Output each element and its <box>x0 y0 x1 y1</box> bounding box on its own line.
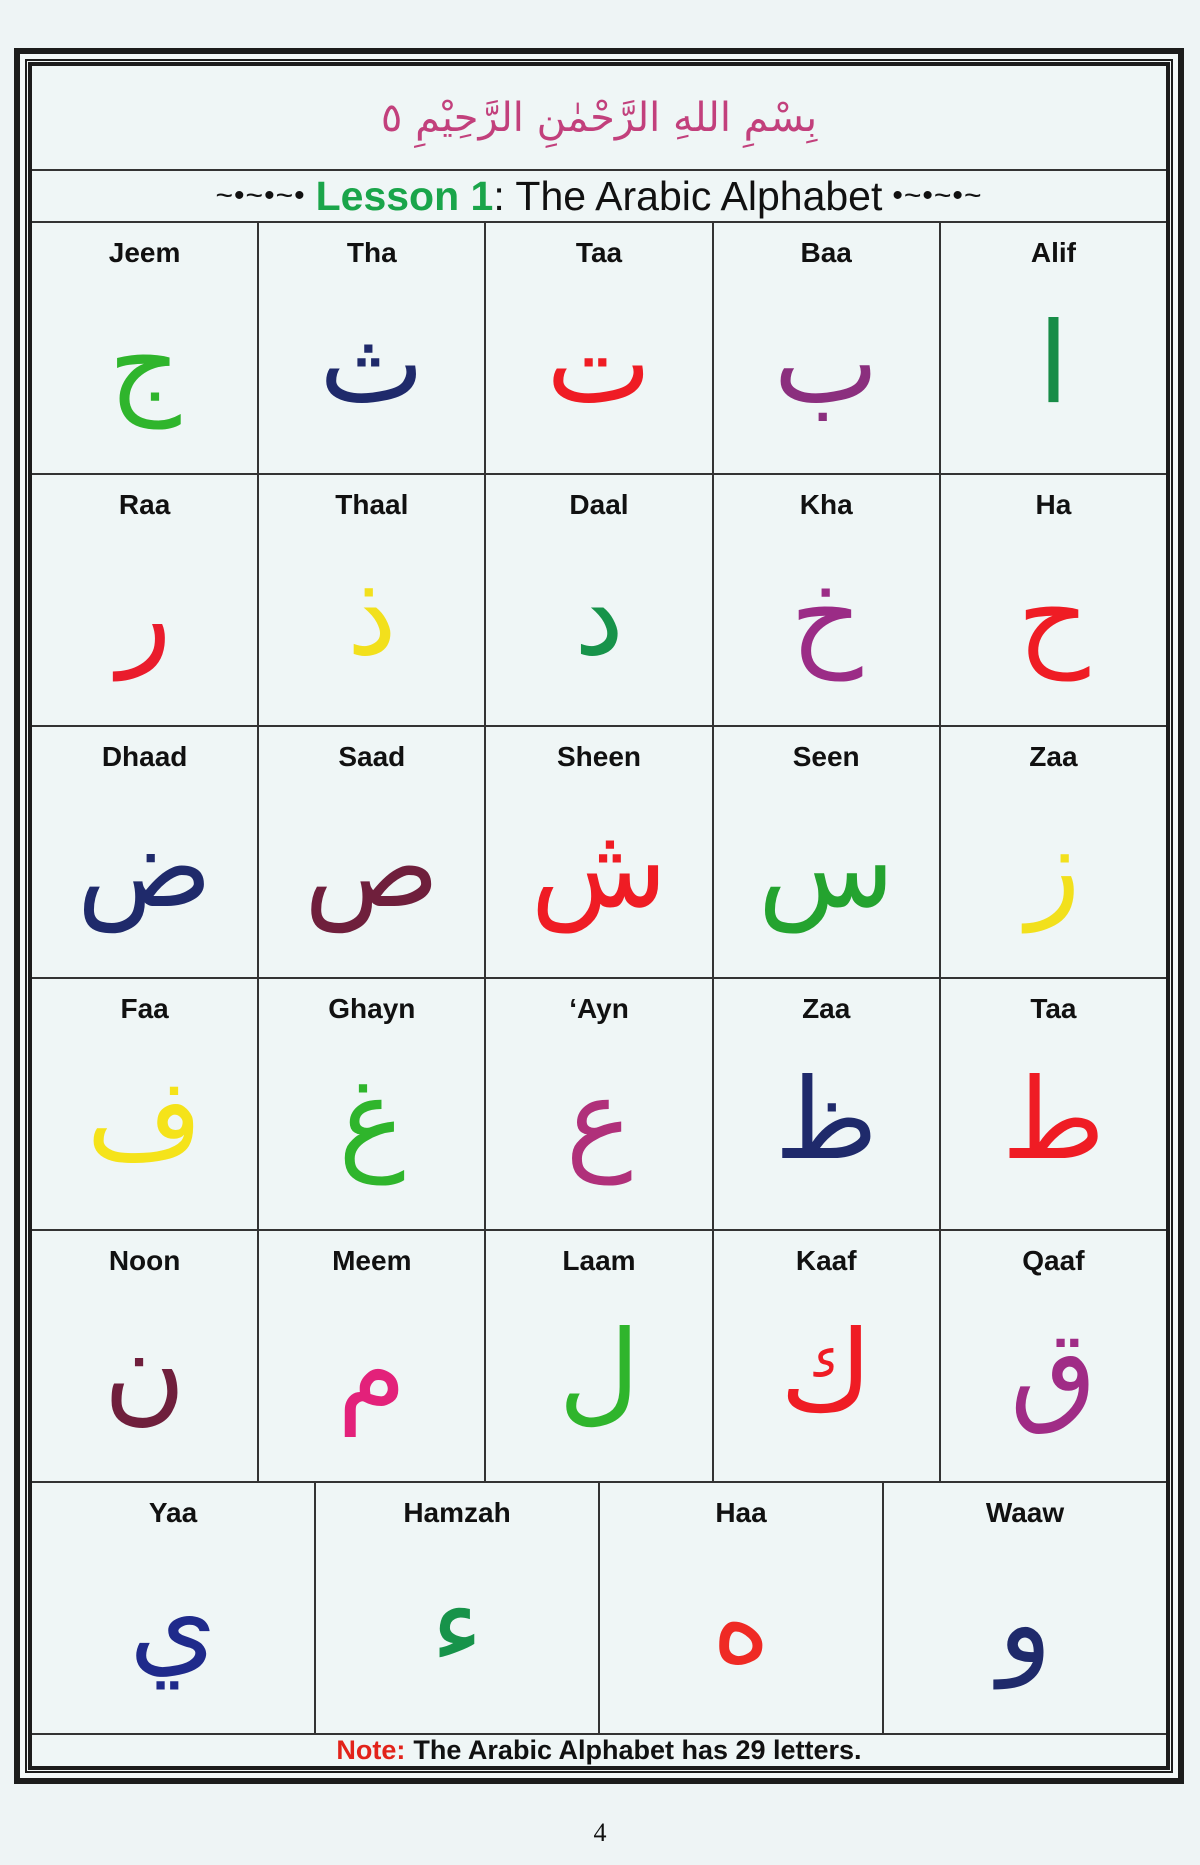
arabic-letter: ك <box>780 1307 873 1437</box>
arabic-letter: ص <box>304 803 440 933</box>
letter-name: Ha <box>1035 489 1072 520</box>
letter-name: Ghayn <box>328 993 416 1024</box>
alphabet-row <box>32 1231 1166 1483</box>
letter-name: Tha <box>346 237 397 268</box>
letter-cell <box>714 979 941 1229</box>
letter-name: Zaa <box>802 993 851 1024</box>
letter-name: Thaal <box>335 489 409 520</box>
lesson-title <box>32 171 1166 223</box>
letter-cell <box>884 1483 1166 1733</box>
page-frame <box>14 48 1184 1784</box>
arabic-letter: ت <box>546 299 652 429</box>
lesson-content <box>32 66 1166 1766</box>
arabic-letter: ل <box>558 1307 640 1437</box>
letter-cell <box>316 1483 600 1733</box>
letter-cell <box>32 475 259 725</box>
arabic-letter: ح <box>1017 551 1090 681</box>
letter-name: Kha <box>799 489 853 520</box>
title-decoration-left: ~•~•~• <box>215 179 306 213</box>
letter-cell <box>486 475 713 725</box>
page-number: 4 <box>593 1818 607 1847</box>
arabic-letter: ز <box>1026 803 1081 933</box>
arabic-letter: ج <box>108 299 181 429</box>
note-label: Note: <box>336 1735 406 1765</box>
letter-name: Zaa <box>1029 741 1078 772</box>
letter-cell <box>486 979 713 1229</box>
letter-cell <box>714 475 941 725</box>
arabic-letter: ض <box>76 803 213 933</box>
arabic-letter: ا <box>1037 299 1069 429</box>
letter-name: Haa <box>715 1497 767 1528</box>
letter-cell <box>259 475 486 725</box>
letter-cell <box>32 727 259 977</box>
alphabet-row <box>32 727 1166 979</box>
arabic-letter: ش <box>530 803 668 933</box>
arabic-letter: ث <box>319 299 425 429</box>
letter-name: Laam <box>562 1245 636 1276</box>
letter-cell <box>486 727 713 977</box>
letter-name: Dhaad <box>101 741 188 772</box>
title-colon: : <box>493 172 505 219</box>
letter-cell <box>32 223 259 473</box>
letter-name: Meem <box>332 1245 412 1276</box>
letter-name: Yaa <box>148 1497 198 1528</box>
arabic-letter: ر <box>117 551 172 681</box>
arabic-letter: ب <box>773 299 879 429</box>
arabic-letter: و <box>997 1559 1053 1689</box>
letter-name: Jeem <box>108 237 181 268</box>
title-decoration-right: •~•~•~ <box>892 179 983 213</box>
letter-cell <box>600 1483 884 1733</box>
arabic-letter: ن <box>103 1307 186 1437</box>
letter-cell <box>486 223 713 473</box>
letter-cell <box>941 1231 1166 1481</box>
letter-cell <box>941 727 1166 977</box>
letter-name: Sheen <box>556 741 642 772</box>
arabic-letter: ط <box>1001 1055 1106 1185</box>
arabic-letter: ذ <box>346 551 397 681</box>
letter-name: Raa <box>118 489 171 520</box>
arabic-letter: م <box>337 1307 407 1437</box>
alphabet-row <box>32 223 1166 475</box>
arabic-letter: ء <box>430 1559 484 1689</box>
letter-cell <box>714 727 941 977</box>
arabic-letter: ع <box>565 1055 633 1185</box>
letter-cell <box>941 979 1166 1229</box>
letter-cell <box>941 475 1166 725</box>
arabic-letter: ي <box>129 1559 217 1689</box>
alphabet-row <box>32 979 1166 1231</box>
letter-name: Taa <box>1030 993 1077 1024</box>
letter-cell <box>714 1231 941 1481</box>
letter-name: Daal <box>569 489 629 520</box>
arabic-letter: ف <box>86 1055 203 1185</box>
alphabet-grid <box>32 223 1166 1735</box>
letter-cell <box>259 1231 486 1481</box>
letter-name: Faa <box>120 993 169 1024</box>
letter-name: Waaw <box>985 1497 1065 1528</box>
letter-cell <box>259 223 486 473</box>
arabic-letter: د <box>574 551 624 681</box>
arabic-letter: ظ <box>774 1055 878 1185</box>
bismillah-heading: بِسْمِ اللهِ الرَّحْمٰنِ الرَّحِيْمِ ٥ <box>32 66 1166 171</box>
letter-name: Hamzah <box>403 1497 511 1528</box>
letter-name: Qaaf <box>1022 1245 1085 1276</box>
letter-cell <box>32 1483 316 1733</box>
letter-cell <box>259 727 486 977</box>
frame-inner-border <box>28 62 1170 1770</box>
letter-name: Kaaf <box>795 1245 857 1276</box>
arabic-letter: ق <box>1009 1307 1097 1437</box>
arabic-letter: غ <box>338 1055 406 1185</box>
title-text: The Arabic Alphabet <box>504 172 883 219</box>
letter-name: Seen <box>792 741 860 772</box>
letter-name: Saad <box>338 741 406 772</box>
letter-cell <box>714 223 941 473</box>
letter-cell <box>486 1231 713 1481</box>
letter-name: Baa <box>800 237 852 268</box>
alphabet-row <box>32 475 1166 727</box>
arabic-letter: س <box>757 803 895 933</box>
letter-name: ‘Ayn <box>569 993 629 1024</box>
letter-cell <box>32 1231 259 1481</box>
letter-name: Taa <box>575 237 623 268</box>
arabic-letter: خ <box>790 551 863 681</box>
letter-name: Alif <box>1030 237 1076 268</box>
letter-cell <box>32 979 259 1229</box>
letter-cell <box>941 223 1166 473</box>
note-line <box>32 1735 1166 1766</box>
note-text: The Arabic Alphabet has 29 letters. <box>413 1735 862 1765</box>
letter-cell <box>259 979 486 1229</box>
alphabet-row <box>32 1483 1166 1735</box>
arabic-letter: ه <box>711 1559 771 1689</box>
letter-name: Noon <box>108 1245 181 1276</box>
lesson-label: Lesson 1 <box>315 172 494 219</box>
